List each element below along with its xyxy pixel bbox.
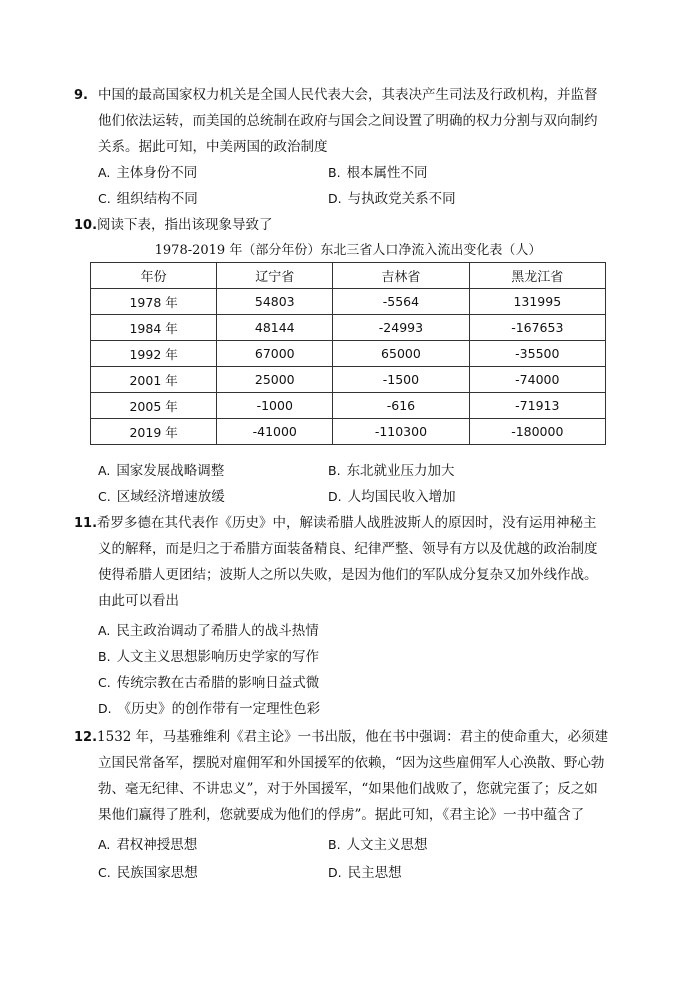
table-caption: 1978-2019 年（部分年份）东北三省人口净流入流出变化表（人）	[154, 243, 542, 258]
header-heilongjiang: 黑龙江省	[469, 263, 605, 289]
q11-number: 11.	[74, 516, 98, 531]
option-text: 人文主义思想	[346, 837, 428, 853]
table-cell: 25000	[217, 367, 333, 393]
q12-stem-line-3: 勃、毫无纪律、不讲忠义”，对于外国援军，“如果他们战败了，您就完蛋了；反之如	[98, 781, 598, 797]
q11-option-b[interactable]	[98, 648, 319, 666]
table-row	[91, 367, 606, 393]
option-letter: B.	[328, 165, 341, 180]
table-cell: -35500	[469, 341, 605, 367]
option-letter: D.	[328, 489, 342, 504]
table-cell: -1500	[333, 367, 469, 393]
table-cell: -5564	[333, 289, 469, 315]
table-cell: 1978 年	[91, 289, 217, 315]
table-cell: -1000	[217, 393, 333, 419]
option-text: 与执政党关系不同	[347, 191, 456, 207]
q12-option-c[interactable]	[98, 864, 198, 882]
q11-option-a[interactable]	[98, 622, 319, 640]
table-row	[91, 315, 606, 341]
q9-option-b[interactable]	[328, 164, 428, 182]
option-letter: D.	[328, 191, 342, 206]
table-row	[91, 419, 606, 445]
table-cell: 2005 年	[91, 393, 217, 419]
option-letter: C.	[98, 489, 111, 504]
option-letter: A.	[98, 837, 111, 852]
q12-option-a[interactable]	[98, 836, 197, 854]
table-cell: -167653	[469, 315, 605, 341]
table-cell: -616	[333, 393, 469, 419]
option-letter: C.	[98, 191, 111, 206]
header-liaoning: 辽宁省	[217, 263, 333, 289]
q12-stem-line-4: 果他们赢得了胜利，您就要成为他们的俘虏”。据此可知，《君主论》一书中蕴含了	[98, 807, 585, 823]
option-letter: A.	[98, 165, 111, 180]
table-cell: 1984 年	[91, 315, 217, 341]
table-cell: -41000	[217, 419, 333, 445]
q10-option-b[interactable]	[328, 462, 455, 480]
option-letter: B.	[98, 649, 111, 664]
q9-stem-line-1	[74, 86, 598, 105]
table-cell: 2019 年	[91, 419, 217, 445]
option-text: 区域经济增速放缓	[116, 489, 225, 505]
option-text: 传统宗教在古希腊的影响日益式微	[116, 675, 320, 691]
q9-option-c[interactable]	[98, 190, 198, 208]
table-cell: -71913	[469, 393, 605, 419]
q10-stem-text: 阅读下表，指出该现象导致了	[97, 217, 273, 233]
table-cell: 1992 年	[91, 341, 217, 367]
population-table	[90, 262, 606, 445]
q12-option-b[interactable]	[328, 836, 428, 854]
q12-stem-line-2: 立国民常备军，摆脱对雇佣军和外国援军的依赖，“因为这些雇佣军人心涣散、野心勃	[98, 755, 605, 771]
option-letter: B.	[328, 463, 341, 478]
option-text: 人均国民收入增加	[347, 489, 456, 505]
table-cell: 131995	[469, 289, 605, 315]
table-row	[91, 289, 606, 315]
option-text: 君权神授思想	[116, 837, 198, 853]
q11-stem-line-2: 义的解释，而是归之于希腊方面装备精良、纪律严整、领导有方以及优越的政治制度	[98, 541, 598, 557]
option-text: 东北就业压力加大	[346, 463, 455, 479]
table-cell: -74000	[469, 367, 605, 393]
q10-option-a[interactable]	[98, 462, 224, 480]
q11-stem-line-1	[74, 514, 597, 533]
table-cell: 54803	[217, 289, 333, 315]
q10-number: 10.	[74, 218, 98, 233]
table-row	[91, 341, 606, 367]
option-text: 人文主义思想影响历史学家的写作	[116, 649, 320, 665]
table-cell: -24993	[333, 315, 469, 341]
q10-option-c[interactable]	[98, 488, 225, 506]
table-cell: 48144	[217, 315, 333, 341]
q12-stem-text-1: 1532 年，马基雅维利《君主论》一书出版，他在书中强调：君主的使命重大，必须建	[97, 729, 609, 745]
q9-stem-line-2: 他们依法运转，而美国的总统制在政府与国会之间设置了明确的权力分割与双向制约	[98, 113, 598, 129]
header-year: 年份	[91, 263, 217, 289]
q11-stem-text-1: 希罗多德在其代表作《历史》中，解读希腊人战胜波斯人的原因时，没有运用神秘主	[97, 515, 597, 531]
table-cell: -110300	[333, 419, 469, 445]
option-text: 主体身份不同	[116, 165, 198, 181]
q11-stem-line-3: 使得希腊人更团结；波斯人之所以失败，是因为他们的军队成分复杂又加外线作战。	[98, 567, 598, 583]
option-text: 民族国家思想	[116, 865, 198, 881]
q9-stem-text-1: 中国的最高国家权力机关是全国人民代表大会，其表决产生司法及行政机构，并监督	[98, 87, 598, 103]
option-letter: C.	[98, 675, 111, 690]
option-text: 根本属性不同	[346, 165, 428, 181]
q10-option-d[interactable]	[328, 488, 456, 506]
q11-option-d[interactable]	[98, 700, 320, 718]
option-text: 民主政治调动了希腊人的战斗热情	[116, 623, 319, 639]
q9-stem-line-3: 关系。据此可知，中美两国的政治制度	[98, 139, 328, 155]
table-cell: 67000	[217, 341, 333, 367]
option-letter: A.	[98, 623, 111, 638]
option-letter: D.	[98, 701, 112, 716]
table-cell: 2001 年	[91, 367, 217, 393]
table-cell: -180000	[469, 419, 605, 445]
header-jilin: 吉林省	[333, 263, 469, 289]
q9-option-d[interactable]	[328, 190, 456, 208]
option-text: 组织结构不同	[116, 191, 198, 207]
q10-stem-line	[74, 216, 273, 235]
q12-number: 12.	[74, 730, 98, 745]
q11-option-c[interactable]	[98, 674, 319, 692]
table-header-row	[91, 263, 606, 289]
q9-option-a[interactable]	[98, 164, 197, 182]
option-letter: B.	[328, 837, 341, 852]
option-letter: C.	[98, 865, 111, 880]
option-text: 《历史》的创作带有一定理性色彩	[117, 701, 321, 717]
q11-stem-line-4: 由此可以看出	[98, 593, 179, 609]
option-letter: A.	[98, 463, 111, 478]
table-row	[91, 393, 606, 419]
q12-option-d[interactable]	[328, 864, 402, 882]
table-cell: 65000	[333, 341, 469, 367]
option-text: 国家发展战略调整	[116, 463, 225, 479]
q9-number: 9.	[74, 88, 88, 103]
option-text: 民主思想	[347, 865, 402, 881]
q12-stem-line-1	[74, 728, 608, 747]
option-letter: D.	[328, 865, 342, 880]
